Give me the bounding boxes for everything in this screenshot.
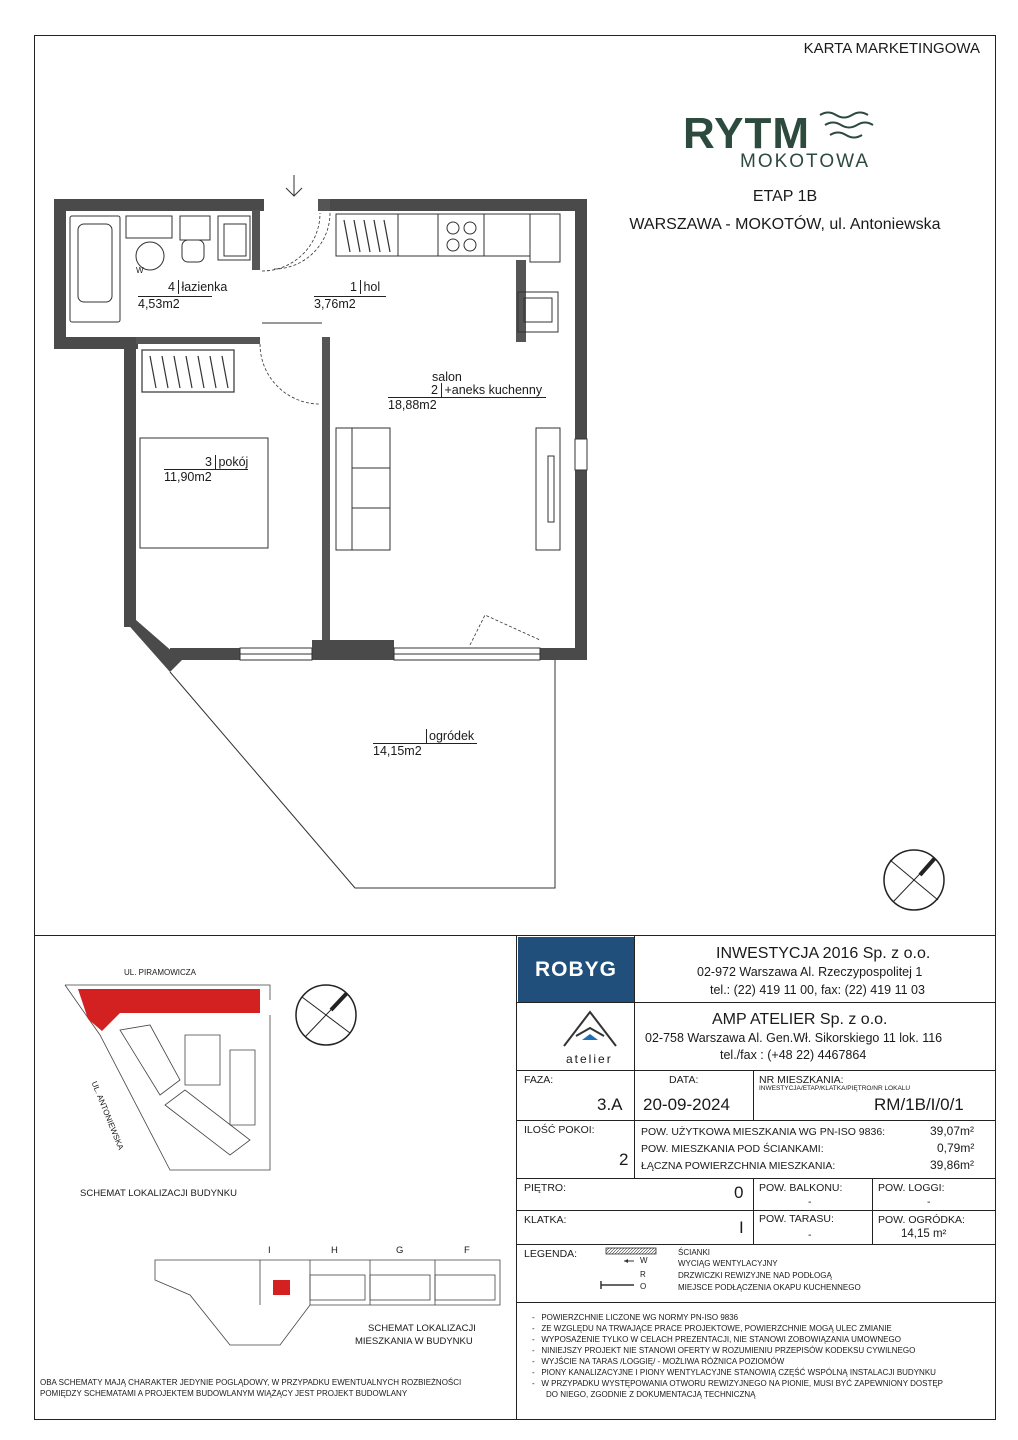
atelier-logo-text: atelier [566,1052,613,1066]
data-label: DATA: [669,1074,699,1086]
note-item: - NINIEJSZY PROJEKT NIE STANOWI OFERTY W ROZUMIENIU PRZEPISÓW KODEKSU CYWILNEGO [532,1346,916,1355]
pow-sciankami-label: POW. MIESZKANIA POD ŚCIANKAMI: [641,1143,824,1155]
room-1-area: 3,76m2 [314,297,356,311]
divider [872,1178,873,1244]
disclaimer-line-1: OBA SCHEMATY MAJĄ CHARAKTER JEDYNIE POGLĄDOWY, W PRZYPADKU EWENTUALNYCH ROZBIEŻNOŚCI [40,1378,462,1387]
document-type: KARTA MARKETINGOWA [803,40,980,57]
note-item: - WYPOSAŻENIE TYLKO W CELACH PREZENTACJI, NIE STANOWI ZOBOWIĄZANIA UMOWNEGO [532,1335,901,1344]
faza-label: FAZA: [524,1074,554,1086]
pow-uzytkowa-value: 39,07m² [930,1124,975,1138]
room-1-label [350,280,380,294]
location-label: WARSZAWA - MOKOTÓW, ul. Antoniewska [629,216,941,233]
stair-label-h: H [331,1245,338,1256]
entrance-arrow-icon [286,175,302,196]
divider [753,1178,754,1244]
investor-name: INWESTYCJA 2016 Sp. z o.o. [716,945,931,962]
leader-line [138,296,212,297]
legend-symbols [598,1247,660,1293]
room-3-area: 11,90m2 [164,470,212,484]
legend-title: LEGENDA: [524,1248,578,1260]
room-number: 3 [205,455,212,469]
apartment-highlight [273,1280,290,1295]
wall-hatch-icon [606,1248,656,1254]
room-number: 2 [431,383,438,397]
notes-list [532,1313,992,1401]
nr-value: RM/1B/I/0/1 [874,1095,964,1114]
street-side-label: UL. ANTONIEWSKA [89,1080,126,1152]
leader-line [314,296,386,297]
architect-address: 02-758 Warszawa Al. Gen.Wł. Sikorskiego 11 lok. 116 [645,1031,943,1045]
room-2-area: 18,88m2 [388,398,437,412]
bedroom-furniture [140,428,560,550]
robyg-logo: ROBYG [518,937,634,1002]
room-2-name-line1: salon [432,370,462,384]
taras-value: - [808,1229,812,1241]
room-name: łazienka [178,280,227,294]
disclaimer-line-2: POMIĘDZY SCHEMATAMI A PROJEKTEM BUDOWLANYM WIĄŻĄCY JEST PROJEKT BUDOWLANY [40,1389,408,1398]
note-item: - WYJŚCIE NA TARAS /LOGGIĘ/ - MOŻLIWA RÓŻNICA POZIOMÓW [532,1357,785,1366]
divider [753,1070,754,1120]
balkon-label: POW. BALKONU: [759,1182,843,1194]
room-name: hol [360,280,380,294]
divider [516,1178,996,1179]
pokoje-label: ILOŚĆ POKOI: [524,1124,595,1136]
legend-item-revision: DRZWICZKI REWIZYJNE NAD PODŁOGĄ [678,1271,832,1280]
building-highlight [78,989,260,1031]
investor-phone: tel.: (22) 419 11 00, fax: (22) 419 11 03 [710,983,925,997]
divider [516,1070,996,1071]
divider [516,1244,996,1245]
leader-line [164,469,248,470]
nr-label: NR MIESZKANIA: [759,1074,844,1086]
architect-phone: tel./fax : (+48 22) 4467864 [720,1048,867,1062]
loggia-label: POW. LOGGI: [878,1182,945,1194]
note-item: - ZE WZGLĘDU NA TRWAJĄCE PRACE PROJEKTOWE, POWIERZCHNIE MOGĄ ULEC ZMIANIE [532,1324,892,1333]
room-3-label [205,455,248,469]
stair-label-g: G [396,1245,404,1256]
data-value: 20-09-2024 [643,1095,730,1114]
building-scheme-caption-1: SCHEMAT LOKALIZACJI [368,1323,476,1334]
leader-line [388,397,546,398]
windows [240,439,587,660]
klatka-label: KLATKA: [524,1214,567,1226]
legend-item-hood: MIEJSCE PODŁĄCZENIA OKAPU KUCHENNEGO [678,1283,861,1292]
room-4-label [168,280,227,294]
stair-label-f: F [464,1245,470,1256]
pow-uzytkowa-label: POW. UŻYTKOWA MIESZKANIA WG PN-ISO 9836: [641,1126,886,1138]
legend-item-ventilation: WYCIĄG WENTYLACYJNY [678,1259,778,1268]
room-name: pokój [215,455,248,469]
logo-sub-text: MOKOTOWA [740,151,870,172]
legend-item-walls: ŚCIANKI [678,1248,711,1257]
kitchen-counter [336,214,560,332]
logo-main-text: RYTM [683,109,811,158]
legend-sym-r: R [640,1270,646,1279]
note-item: DO NIEGO, ZGODNIE Z DOKUMENTACJĄ TECHNICZNĄ [546,1390,756,1399]
etap-label: ETAP 1B [752,188,818,205]
taras-label: POW. TARASU: [759,1213,834,1225]
ventilation-mark: W [136,266,144,275]
faza-value: 3.A [597,1095,623,1114]
divider [634,1120,635,1178]
compass-icon [884,850,944,910]
divider [634,1070,635,1120]
garden-area: 14,15m2 [373,744,422,758]
divider [516,1120,996,1121]
atelier-logo-icon [560,1006,628,1054]
room-2-label [431,383,542,397]
pietro-label: PIĘTRO: [524,1182,567,1194]
section-divider [34,935,996,936]
room-4-area: 4,53m2 [138,297,180,311]
architect-name: AMP ATELIER Sp. z o.o. [712,1011,888,1028]
pokoje-value: 2 [619,1150,629,1169]
room-name: +aneks kuchenny [441,383,542,397]
loggia-value: - [927,1196,931,1208]
room-number: 4 [168,280,175,294]
room-name: ogródek [426,729,474,743]
pow-laczna-value: 39,86m² [930,1158,975,1172]
room-number: 1 [350,280,357,294]
divider [516,1210,996,1211]
outer-walls [54,199,587,672]
balkon-value: - [808,1196,812,1208]
ogrodek-label: POW. OGRÓDKA: [878,1214,965,1226]
legend-sym-w: W [640,1256,648,1265]
inner-walls [136,199,526,640]
leader-line [373,743,477,744]
divider [516,1002,996,1003]
pietro-value: 0 [734,1183,744,1202]
divider [516,1302,996,1303]
garden-label [426,729,474,743]
pow-sciankami-value: 0,79m² [937,1141,975,1155]
pow-laczna-label: ŁĄCZNA POWIERZCHNIA MIESZKANIA: [641,1160,836,1172]
site-map [60,975,360,1190]
location-scheme-caption: SCHEMAT LOKALIZACJI BUDYNKU [80,1188,237,1199]
note-item: - PIONY KANALIZACYJNE I PIONY WENTYLACYJNE STANOWIĄ CZĘŚĆ WSPÓLNĄ INSTALACJI BUDYNKU [532,1368,936,1377]
ogrodek-value: 14,15 m² [901,1228,947,1240]
note-item: - W PRZYPADKU WYSTĘPOWANIA OTWORU REWIZYJNEGO NA PIONIE, MUSI BYĆ ZAPEWNIONY DOSTĘP [532,1379,944,1388]
doors [260,213,540,645]
legend-sym-o: O [640,1282,647,1291]
note-item: - POWIERZCHNIE LICZONE WG NORMY PN-ISO 9836 [532,1313,739,1322]
building-scheme-caption-2: MIESZKANIA W BUDYNKU [355,1336,473,1347]
klatka-value: I [739,1218,744,1237]
garden-outline [170,660,555,888]
investor-address: 02-972 Warszawa Al. Rzeczypospolitej 1 [697,965,923,979]
nr-sublabel: INWESTYCJA/ETAP/KLATKA/PIĘTRO/NR LOKALU [759,1085,911,1092]
stair-label-i: I [268,1245,271,1256]
street-top-label: UL. PIRAMOWICZA [124,968,197,977]
